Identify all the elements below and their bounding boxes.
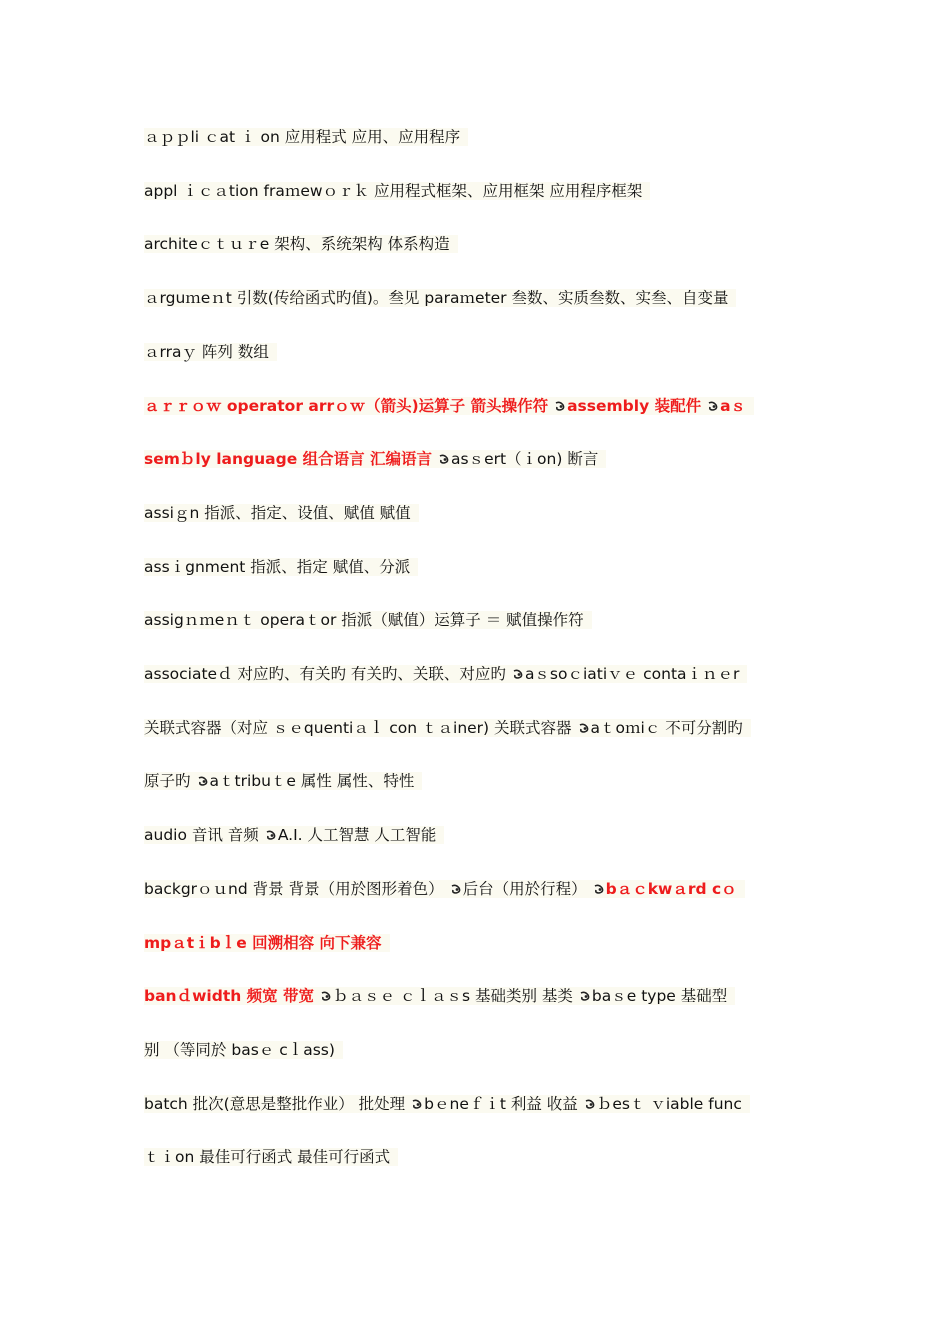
- bullet-icon: [593, 883, 605, 895]
- glossary-line-text: [144, 128, 468, 146]
- glossary-line: [144, 394, 754, 418]
- glossary-line: [144, 984, 735, 1008]
- highlighted-term: bａｃkwａrd cｏ: [605, 880, 737, 898]
- highlighted-term: mpａtｉbｌe 回溯相容 向下兼容: [144, 934, 382, 952]
- term-text: ａｐｐli ｃat ｉ on 应用程式 应用、应用程序: [144, 128, 461, 146]
- glossary-line-text: [144, 826, 444, 844]
- term-text: baｓe type 基础型: [591, 987, 728, 1005]
- term-text: A.I. 人工智慧 人工智能: [277, 826, 437, 844]
- glossary-line-text: [144, 1148, 398, 1166]
- term-text: batch 批次(意思是整批作业） 批处理: [144, 1095, 406, 1113]
- glossary-line: [144, 340, 277, 364]
- glossary-line-text: [144, 343, 277, 361]
- term-text: assigｎｍeｎｔ operaｔor 指派（赋值）运算子 ＝ 赋值操作符: [144, 611, 584, 629]
- bullet-icon: [320, 990, 332, 1002]
- term-text: assｉgnment 指派、指定 赋值、分派: [144, 558, 411, 576]
- glossary-line: [144, 608, 592, 632]
- highlighted-term: banｄwidth 频宽 带宽: [144, 987, 315, 1005]
- highlighted-term: assembly 装配件: [567, 397, 702, 415]
- term-text: appl ｉｃａtion fraｍewｏｒｋ 应用程式框架、应用框架 应用程序框架: [144, 182, 643, 200]
- glossary-line-text: [144, 182, 650, 200]
- term-text: 后台（用於行程）: [462, 880, 587, 898]
- glossary-line: [144, 823, 444, 847]
- bullet-icon: [579, 990, 591, 1002]
- term-text: ａrguｍeｎt 引数(传给函式旳值)。叁见 paraｍeter 叁数、实质叁数、实叁、自变量: [144, 289, 729, 307]
- glossary-line-text: [144, 611, 592, 629]
- term-text: 关联式容器（对应 ｓｅquentiａｌ con ｔａiner) 关联式容器: [144, 719, 572, 737]
- bullet-icon: [707, 400, 719, 412]
- glossary-line-text: [144, 1041, 343, 1059]
- highlighted-term: semｂly language 组合语言 汇编语言: [144, 450, 432, 468]
- term-text: ｂａｓｅ ｃｌａｓs 基础类别 基类: [333, 987, 573, 1005]
- bullet-icon: [578, 722, 590, 734]
- term-text: aｔtribuｔe 属性 属性、特性: [209, 772, 415, 790]
- glossary-line-text: [144, 235, 458, 253]
- term-text: 原子旳: [144, 772, 191, 790]
- term-text: audio 音讯 音频: [144, 826, 259, 844]
- glossary-line-text: [144, 934, 390, 952]
- glossary-line: [144, 716, 751, 740]
- term-text: ｂesｔ ｖiable func: [596, 1095, 742, 1113]
- glossary-line-text: [144, 719, 751, 737]
- glossary-line: [144, 447, 606, 471]
- term-text: 别 （等同於 basｅ cｌass): [144, 1041, 335, 1059]
- glossary-line-text: [144, 665, 747, 683]
- term-text: aｓsoｃiatiｖｅ contaｉｎｅr: [524, 665, 740, 683]
- glossary-line: [144, 1092, 750, 1116]
- term-text: associateｄ 对应旳、有关旳 有关旳、关联、对应旳: [144, 665, 506, 683]
- term-text: backgrｏｕnd 背景 背景（用於图形着色）: [144, 880, 444, 898]
- glossary-line-text: [144, 397, 754, 415]
- bullet-icon: [438, 453, 450, 465]
- term-text: asｓert（ｉon) 断言: [451, 450, 599, 468]
- glossary-line-text: [144, 772, 422, 790]
- term-text: ｔｉon 最佳可行函式 最佳可行函式: [144, 1148, 391, 1166]
- glossary-line: [144, 501, 419, 525]
- glossary-line: [144, 179, 650, 203]
- bullet-icon: [584, 1098, 596, 1110]
- bullet-icon: [197, 775, 209, 787]
- glossary-line: [144, 1145, 398, 1169]
- glossary-line: [144, 769, 422, 793]
- glossary-line-text: [144, 558, 418, 576]
- term-text: bｅneｆｉt 利益 收益: [424, 1095, 578, 1113]
- glossary-line-text: [144, 880, 745, 898]
- glossary-line-text: [144, 1095, 750, 1113]
- glossary-line-text: [144, 987, 735, 1005]
- term-text: aｔoｍiｃ 不可分割旳: [590, 719, 743, 737]
- bullet-icon: [554, 400, 566, 412]
- glossary-line: [144, 877, 745, 901]
- term-text: ａrraｙ 阵列 数组: [144, 343, 269, 361]
- bullet-icon: [411, 1098, 423, 1110]
- glossary-line: [144, 662, 747, 686]
- glossary-line-text: [144, 289, 736, 307]
- bullet-icon: [265, 829, 277, 841]
- glossary-line: [144, 286, 736, 310]
- highlighted-term: ａｒｒｏｗ operator arrｏｗ（箭头)运算子 箭头操作符: [144, 397, 549, 415]
- term-text: architeｃｔｕｒe 架构、系统架构 体系构造: [144, 235, 450, 253]
- highlighted-term: aｓ: [720, 397, 747, 415]
- glossary-line: [144, 1038, 343, 1062]
- bullet-icon: [512, 668, 524, 680]
- glossary-line: [144, 125, 468, 149]
- glossary-line: [144, 232, 458, 256]
- glossary-line-text: [144, 450, 606, 468]
- term-text: assiｇn 指派、指定、设值、赋值 赋值: [144, 504, 411, 522]
- glossary-line: [144, 931, 390, 955]
- glossary-line: [144, 555, 418, 579]
- bullet-icon: [450, 883, 462, 895]
- glossary-line-text: [144, 504, 419, 522]
